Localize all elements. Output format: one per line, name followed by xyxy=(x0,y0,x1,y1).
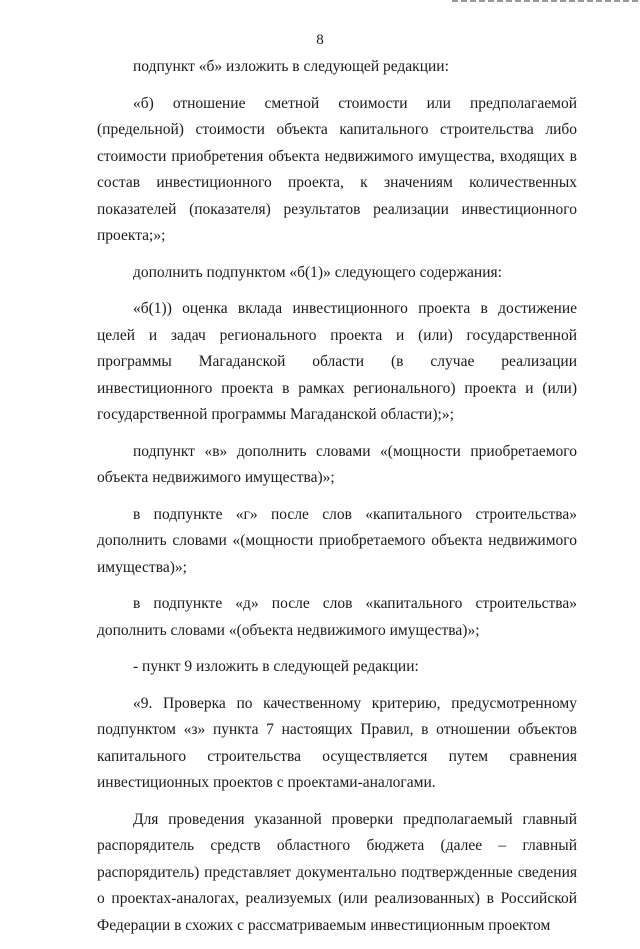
paragraph-10: Для проведения указанной проверки предполагаемый главный распорядитель средств областного бюджета (далее – главный распорядитель) представляет документально подтвержденные сведения о проектах-аналогах, реализуемых (или реализованных) в Российской Федерации в схожих с рассматриваемым инвестиционным проектом xyxy=(97,810,577,934)
paragraph-8: - пункт 9 изложить в следующей редакции: xyxy=(133,658,419,675)
paragraph-5: подпункт «в» дополнить словами «(мощности приобретаемого объекта недвижимого имущества)»; xyxy=(97,442,577,486)
document-body xyxy=(97,54,577,949)
paragraph-2: «б) отношение сметной стоимости или предполагаемой (предельной) стоимости объекта капитального строительства либо стоимости приобретения объекта недвижимого имущества, входящих в состав инвестиционного проекта, к значениям количественных показателей (показателя) результатов реализации инвестиционного проекта;»; xyxy=(97,94,577,244)
paragraph-1: подпункт «б» изложить в следующей редакции: xyxy=(133,58,449,75)
paragraph-6: в подпункте «г» после слов «капитального строительства» дополнить словами «(мощности приобретаемого объекта недвижимого имущества)»; xyxy=(97,505,577,576)
paragraph-9: «9. Проверка по качественному критерию, предусмотренному подпунктом «з» пункта 7 настоящих Правил, в отношении объектов капитального строительства осуществляется путем сравнения инвестиционных проектов с проектами-аналогами. xyxy=(97,694,577,791)
page-number: 8 xyxy=(316,32,324,48)
paragraph-3: дополнить подпунктом «б(1)» следующего содержания: xyxy=(133,263,502,281)
top-edge-rule xyxy=(452,0,640,2)
paragraph-7: в подпункте «д» после слов «капитального строительства» дополнить словами «(объекта недвижимого имущества)»; xyxy=(97,595,577,639)
paragraph-4: «б(1)) оценка вклада инвестиционного проекта в достижение целей и задач регионального проекта и (или) государственной программы Магаданской области (в случае реализации инвестиционного проекта в рамках регионального) проекта и (или) государственной программы Магаданской области);»; xyxy=(97,300,577,423)
